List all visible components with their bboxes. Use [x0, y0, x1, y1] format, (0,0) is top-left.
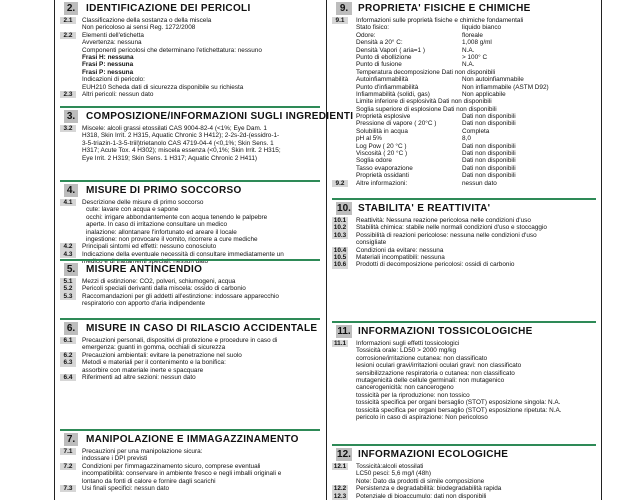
- text-line: [60, 69, 320, 76]
- line-text: Viscosità ( 20 °C ): [356, 150, 408, 158]
- text-line: [332, 61, 596, 68]
- property-value: Non applicabile: [462, 90, 506, 98]
- subsection-number: 3.2: [60, 125, 76, 132]
- section-body: [60, 199, 320, 266]
- text-line: [60, 206, 320, 213]
- line-text: ingestione: non provocare il vomito, ricorrere a cure mediche: [86, 235, 258, 243]
- text-line: [60, 367, 320, 374]
- line-text: Elementi dell'etichetta: [82, 31, 144, 39]
- line-text: Prodotti di decomposizione pericolosi: ossidi di carbonio: [356, 261, 515, 269]
- text-line: [332, 47, 596, 54]
- text-line: [60, 91, 320, 98]
- subsection-number: 4.1: [60, 199, 76, 206]
- section-header: [332, 0, 596, 17]
- line-text: Soglia odore: [356, 157, 392, 165]
- property-value: Non autoinfiammabile: [462, 76, 524, 84]
- line-text: Miscele: alcoli grassi etossilati CAS 9004-82-4 (<1%; Eye Dam. 1: [82, 125, 267, 132]
- line-text: inalazione: allontanare l'infortunato ed areare il locale: [86, 228, 237, 236]
- text-line: [332, 355, 596, 362]
- section-header: [332, 446, 596, 463]
- text-line: [60, 293, 320, 300]
- text-line: [60, 140, 320, 147]
- text-line: [60, 24, 320, 31]
- text-line: [332, 384, 596, 391]
- text-line: [60, 278, 320, 285]
- section-body: [332, 340, 596, 421]
- section-header: [60, 108, 354, 125]
- line-text: occhi: irrigare abbondantemente con acqua tenendo le palpebre: [86, 213, 268, 221]
- section-11: [332, 321, 596, 421]
- text-line: [60, 236, 320, 243]
- section-title: INFORMAZIONI TOSSICOLOGICHE: [358, 326, 533, 337]
- line-text: Avvertenza: nessuna: [82, 39, 142, 47]
- subsection-number: 10.3: [333, 231, 347, 239]
- line-text: Classificazione della sostanza o della miscela: [82, 17, 212, 24]
- text-line: [332, 54, 596, 61]
- subsection-number: 5.3: [60, 293, 76, 300]
- line-text: Non pericoloso ai sensi Reg. 1272/2008: [82, 24, 196, 32]
- text-line: [332, 224, 596, 231]
- section-body: [332, 17, 596, 187]
- section-header: [60, 320, 320, 337]
- subsection-number: 6.2: [60, 352, 76, 359]
- text-line: [60, 155, 320, 162]
- section-number: 10.: [337, 203, 351, 214]
- line-text: Densità Vapori ( aria=1 ): [356, 46, 425, 54]
- line-text: Pressione di vapore ( 20°C ): [356, 120, 437, 128]
- line-text: Proprietà esplosive: [356, 113, 411, 121]
- line-text: Usi finali specifici: nessun dato: [82, 484, 170, 492]
- text-line: [60, 214, 320, 221]
- subsection-number: 7.1: [60, 448, 76, 455]
- section-number: 3.: [64, 110, 78, 123]
- section-number: 6.: [64, 322, 78, 335]
- text-line: [332, 232, 596, 239]
- section-title: MISURE ANTINCENDIO: [86, 264, 203, 275]
- property-value: 8,0: [462, 135, 471, 143]
- subsection-number: 12.2: [333, 485, 347, 493]
- property-value: floreale: [462, 31, 483, 39]
- text-line: [60, 478, 320, 485]
- line-text: Punto d'infiammabilità: [356, 83, 419, 91]
- line-text: Reattività: Nessuna reazione pericolosa nelle condizioni d'uso: [356, 217, 531, 224]
- line-text: tossicità specifica per organi bersaglio (STOT) esposizione ripetuta: N.A.: [356, 406, 562, 414]
- line-text: Soglia superiore di esplosione Dati non disponibili: [356, 105, 497, 113]
- text-line: [332, 17, 596, 24]
- section-body: [332, 463, 596, 500]
- line-text: Note: Dato da prodotti di simile composizione: [356, 477, 485, 485]
- text-line: [332, 98, 596, 105]
- text-line: [332, 377, 596, 384]
- text-line: [332, 340, 596, 347]
- text-line: [332, 399, 596, 406]
- property-value: > 100° C: [462, 53, 488, 61]
- line-text: Precauzioni ambientali: evitare la penetrazione nel suolo: [82, 351, 242, 359]
- section-title: IDENTIFICAZIONE DEI PERICOLI: [86, 3, 251, 14]
- text-line: [332, 407, 596, 414]
- section-header: [332, 323, 596, 340]
- line-text: Frasi H: nessuna: [82, 53, 134, 61]
- text-line: [332, 261, 596, 268]
- section-title: MISURE IN CASO DI RILASCIO ACCIDENTALE: [86, 323, 318, 334]
- text-line: [60, 17, 320, 24]
- line-text: lontano da fonti di calore e fornire dagli scarichi: [82, 477, 216, 485]
- line-text: Principali sintomi ed effetti: nessuno conosciuto: [82, 243, 217, 251]
- property-value: Dati non disponibili: [462, 142, 516, 150]
- section-header: [60, 0, 320, 17]
- text-line: [332, 217, 596, 224]
- text-line: [60, 125, 320, 132]
- line-text: Limite inferiore di esplosività Dati non disponibili: [356, 98, 492, 106]
- line-text: Informazioni sugli effetti tossicologici: [356, 340, 460, 347]
- text-line: [332, 143, 596, 150]
- subsection-number: 2.1: [60, 17, 76, 24]
- property-value: 1,008 g/ml: [462, 39, 492, 47]
- text-line: [60, 32, 320, 39]
- subsection-number: 5.1: [60, 278, 76, 285]
- section-number: 12.: [337, 449, 351, 460]
- section-6: [60, 318, 320, 381]
- subsection-number: 4.2: [60, 243, 76, 250]
- subsection-number: 10.6: [333, 261, 347, 269]
- line-text: Precauzioni personali, dispositivi di protezione e procedure in caso di: [82, 337, 278, 344]
- text-line: [60, 251, 320, 258]
- section-title: INFORMAZIONI ECOLOGICHE: [358, 449, 509, 460]
- subsection-number: 10.2: [333, 224, 347, 232]
- text-line: [332, 84, 596, 91]
- text-line: [332, 165, 596, 172]
- text-line: [332, 478, 596, 485]
- subsection-number: 6.1: [60, 337, 76, 344]
- text-line: [332, 392, 596, 399]
- line-text: medico e di trattamenti speciali: nessun dato: [82, 258, 209, 266]
- section-12: [332, 444, 596, 500]
- text-line: [332, 106, 596, 113]
- line-text: Autoinfiammabilità: [356, 76, 409, 84]
- line-text: respiratorio con apporto d'aria indipendente: [82, 300, 206, 308]
- line-text: Materiali incompatibili: nessuna: [356, 253, 445, 261]
- text-line: [60, 485, 320, 492]
- text-line: [332, 76, 596, 83]
- text-line: [332, 180, 596, 187]
- text-line: [332, 247, 596, 254]
- property-value: liquido bianco: [462, 24, 502, 32]
- subsection-number: 12.3: [333, 492, 347, 500]
- section-header: [332, 200, 596, 217]
- line-text: indossare i DPI previsti: [82, 455, 148, 463]
- line-text: LC50 pesci: 5,6 mg/l (48h): [356, 470, 431, 478]
- section-number: 4.: [64, 184, 78, 197]
- section-number: 9.: [336, 2, 352, 15]
- property-value: Dati non disponibili: [462, 164, 516, 172]
- text-line: [332, 370, 596, 377]
- text-line: [332, 24, 596, 31]
- line-text: Altre informazioni:: [356, 179, 408, 187]
- line-text: Eye Irrit. 2 H319; Skin Sens. 1 H317; Aquatic Chronic 2 H411): [82, 154, 258, 162]
- center-rule: [326, 0, 327, 500]
- subsection-number: 2.3: [60, 91, 76, 98]
- section-title: MANIPOLAZIONE E IMMAGAZZINAMENTO: [86, 434, 299, 445]
- line-text: Pericoli speciali derivanti dalla miscela: ossido di carbonio: [82, 285, 246, 293]
- line-text: cute: lavare con acqua e sapone: [86, 206, 179, 214]
- subsection-number: 10.5: [333, 253, 347, 261]
- section-number: 11.: [337, 326, 351, 337]
- line-text: Informazioni sulle proprietà fisiche e chimiche fondamentali: [356, 17, 524, 24]
- section-5: [60, 259, 320, 308]
- subsection-number: 5.2: [60, 285, 76, 292]
- text-line: [60, 39, 320, 46]
- section-number: 5.: [64, 263, 78, 276]
- section-body: [60, 278, 320, 308]
- line-text: cancerogenicità: non cancerogeno: [356, 384, 454, 392]
- line-text: Altri pericoli: nessun dato: [82, 90, 154, 98]
- line-text: pericolo in caso di aspirazione: Non pericoloso: [356, 413, 488, 421]
- text-line: [332, 39, 596, 46]
- text-line: [60, 229, 320, 236]
- section-number: 7.: [64, 433, 78, 446]
- line-text: assorbire con materiale inerte e spacquare: [82, 366, 204, 374]
- text-line: [332, 239, 596, 246]
- section-9: [332, 0, 596, 187]
- text-line: [60, 300, 320, 307]
- text-line: [60, 455, 320, 462]
- subsection-number: 6.3: [60, 359, 76, 366]
- line-text: Temperatura decomposizione Dati non disponibili: [356, 68, 496, 76]
- line-text: corrosione/irritazione cutanea: non classificato: [356, 354, 488, 362]
- line-text: Indicazioni di pericolo:: [82, 76, 145, 84]
- line-text: Condizioni per l'immagazzinamento sicuro, comprese eventuali: [82, 462, 261, 470]
- section-title: COMPOSIZIONE/INFORMAZIONI SUGLI INGREDIENTI: [86, 111, 354, 122]
- text-line: [60, 374, 320, 381]
- property-value: Completa: [462, 127, 490, 135]
- line-text: Proprietà ossidanti: [356, 172, 409, 180]
- section-body: [332, 217, 596, 269]
- subsection-number: 4.3: [60, 251, 76, 258]
- line-text: mutagenicità delle cellule germinali: non mutagenico: [356, 376, 505, 384]
- line-text: lesioni oculari gravi/irritazioni oculari gravi: non classificato: [356, 362, 522, 370]
- subsection-number: 6.4: [60, 374, 76, 381]
- text-line: [332, 120, 596, 127]
- line-text: Metodi e materiali per il contenimento e la bonifica:: [82, 359, 226, 367]
- section-body: [60, 448, 320, 492]
- line-text: Indicazione della eventuale necessità di consultare immediatamente un: [82, 250, 284, 258]
- line-text: consigliate: [356, 239, 387, 247]
- line-text: Punto di fusione: [356, 61, 402, 69]
- line-text: Stabilità chimica: stabile nelle normali condizioni d'uso e stoccaggio: [356, 224, 547, 232]
- section-2: [60, 0, 320, 98]
- line-text: Log Pow ( 20 °C ): [356, 142, 407, 150]
- text-line: [60, 243, 320, 250]
- subsection-number: 10.1: [333, 217, 347, 224]
- line-text: Componenti pericolosi che determinano l'etichettatura: nessuno: [82, 46, 262, 54]
- text-line: [332, 463, 596, 470]
- line-text: emergenza: guanti in gomma, occhiali di sicurezza: [82, 344, 226, 352]
- line-text: Raccomandazioni per gli addetti all'estinzione: indossare apparecchio: [82, 292, 279, 300]
- subsection-number: 11.1: [333, 340, 347, 347]
- right-margin-rule: [601, 0, 602, 500]
- text-line: [332, 414, 596, 421]
- line-text: Punto di ebollizione: [356, 53, 412, 61]
- text-line: [332, 470, 596, 477]
- line-text: Stato fisico:: [356, 24, 390, 32]
- property-value: Dati non disponibili: [462, 172, 516, 180]
- property-value: Dati non disponibili: [462, 120, 516, 128]
- line-text: Descrizione delle misure di primo soccorso: [82, 199, 204, 206]
- text-line: [60, 344, 320, 351]
- text-line: [60, 221, 320, 228]
- line-text: Potenziale di bioaccumulo: dati non disponibili: [356, 492, 487, 500]
- text-line: [60, 84, 320, 91]
- property-value: Dati non disponibili: [462, 157, 516, 165]
- text-line: [332, 157, 596, 164]
- line-text: pH al 5%: [356, 135, 382, 143]
- property-value: N.A.: [462, 61, 475, 69]
- subsection-number: 9.1: [332, 17, 348, 24]
- section-body: [60, 17, 320, 98]
- text-line: [60, 76, 320, 83]
- line-text: Infiammabilità (solidi, gas): [356, 90, 430, 98]
- line-text: Persistenza e degradabilità: biodegradabilità rapida: [356, 485, 502, 493]
- text-line: [332, 493, 596, 500]
- text-line: [332, 135, 596, 142]
- text-line: [60, 199, 320, 206]
- text-line: [332, 150, 596, 157]
- text-line: [60, 54, 320, 61]
- property-value: Dati non disponibili: [462, 150, 516, 158]
- section-number: 2.: [64, 2, 78, 15]
- property-value: Non infiammabile (ASTM D92): [462, 83, 549, 91]
- section-header: [60, 261, 320, 278]
- text-line: [60, 359, 320, 366]
- property-value: nessun dato: [462, 179, 497, 187]
- line-text: Solubilità in acqua: [356, 127, 408, 135]
- line-text: incompatibilità: conservare in ambiente fresco e negli imballi originali e: [82, 470, 282, 478]
- section-title: PROPRIETA' FISICHE E CHIMICHE: [358, 3, 531, 14]
- line-text: Frasi P: nessuna: [82, 61, 134, 69]
- line-text: sensibilizzazione respiratoria o cutanea: non classificato: [356, 369, 515, 377]
- line-text: Mezzi di estinzione: CO2, polveri, schiumogeni, acqua: [82, 278, 236, 285]
- text-line: [332, 254, 596, 261]
- line-text: Condizioni da evitare: nessuna: [356, 246, 444, 254]
- line-text: Odore:: [356, 31, 376, 39]
- text-line: [60, 463, 320, 470]
- text-line: [60, 285, 320, 292]
- line-text: Precauzioni per una manipolazione sicura:: [82, 448, 203, 455]
- line-text: tossicità specifica per organi bersaglio (STOT) esposizione singola: N.A.: [356, 399, 561, 407]
- text-line: [60, 337, 320, 344]
- section-header: [60, 182, 320, 199]
- text-line: [332, 347, 596, 354]
- text-line: [332, 485, 596, 492]
- text-line: [60, 61, 320, 68]
- section-body: [60, 337, 320, 381]
- subsection-number: 12.1: [333, 463, 347, 470]
- line-text: H317; Acute Tox. 4 H302); miscela essenza (<0,1%; Skin Irrit. 2 H315;: [82, 147, 281, 155]
- text-line: [60, 47, 320, 54]
- text-line: [332, 69, 596, 76]
- text-line: [332, 128, 596, 135]
- section-title: STABILITA' E REATTIVITA': [358, 203, 491, 214]
- text-line: [60, 132, 320, 139]
- line-text: 3-5-triazin-1-3-5-triil)trietanolo CAS 4719-04-4 (<0,1%; Skin Sens. 1: [82, 139, 274, 147]
- text-line: [60, 352, 320, 359]
- section-header: [60, 431, 320, 448]
- text-line: [332, 172, 596, 179]
- text-line: [60, 470, 320, 477]
- text-line: [332, 362, 596, 369]
- section-body: [60, 125, 320, 162]
- subsection-number: 10.4: [333, 246, 347, 254]
- line-text: Tossicità:alcoli etossilati: [356, 463, 424, 470]
- left-margin-rule: [54, 0, 55, 500]
- section-title: MISURE DI PRIMO SOCCORSO: [86, 185, 242, 196]
- line-text: EUH210 Scheda dati di sicurezza disponibile su richiesta: [82, 83, 244, 91]
- line-text: H318, Skin Irrit. 2 H315, Aquatic Chronic 3 H412); 2-2s-2d-(essidro-1-: [82, 132, 280, 140]
- line-text: Frasi P: nessuna: [82, 68, 134, 76]
- section-7: [60, 429, 320, 492]
- subsection-number: 7.2: [60, 463, 76, 470]
- property-value: N.A.: [462, 46, 475, 54]
- line-text: Riferimenti ad altre sezioni: nessun dato: [82, 373, 196, 381]
- section-10: [332, 198, 596, 269]
- text-line: [332, 91, 596, 98]
- line-text: aperte. In caso di irritazione consultare un medico: [86, 221, 228, 229]
- subsection-number: 2.2: [60, 32, 76, 39]
- subsection-number: 9.2: [332, 180, 348, 187]
- line-text: Tasso evaporazione: [356, 164, 413, 172]
- line-text: Possibilità di reazioni pericolose: nessuna nelle condizioni d'uso: [356, 231, 537, 239]
- property-value: Dati non disponibili: [462, 113, 516, 121]
- text-line: [60, 448, 320, 455]
- line-text: Densità a 20° C:: [356, 39, 403, 47]
- section-4: [60, 180, 320, 266]
- subsection-number: 7.3: [60, 485, 76, 492]
- line-text: tossicità per la riproduzione: non tossico: [356, 391, 470, 399]
- line-text: Tossicità orale: LD50 > 2000 mg/kg: [356, 347, 456, 355]
- section-3: [60, 106, 354, 162]
- text-line: [60, 147, 320, 154]
